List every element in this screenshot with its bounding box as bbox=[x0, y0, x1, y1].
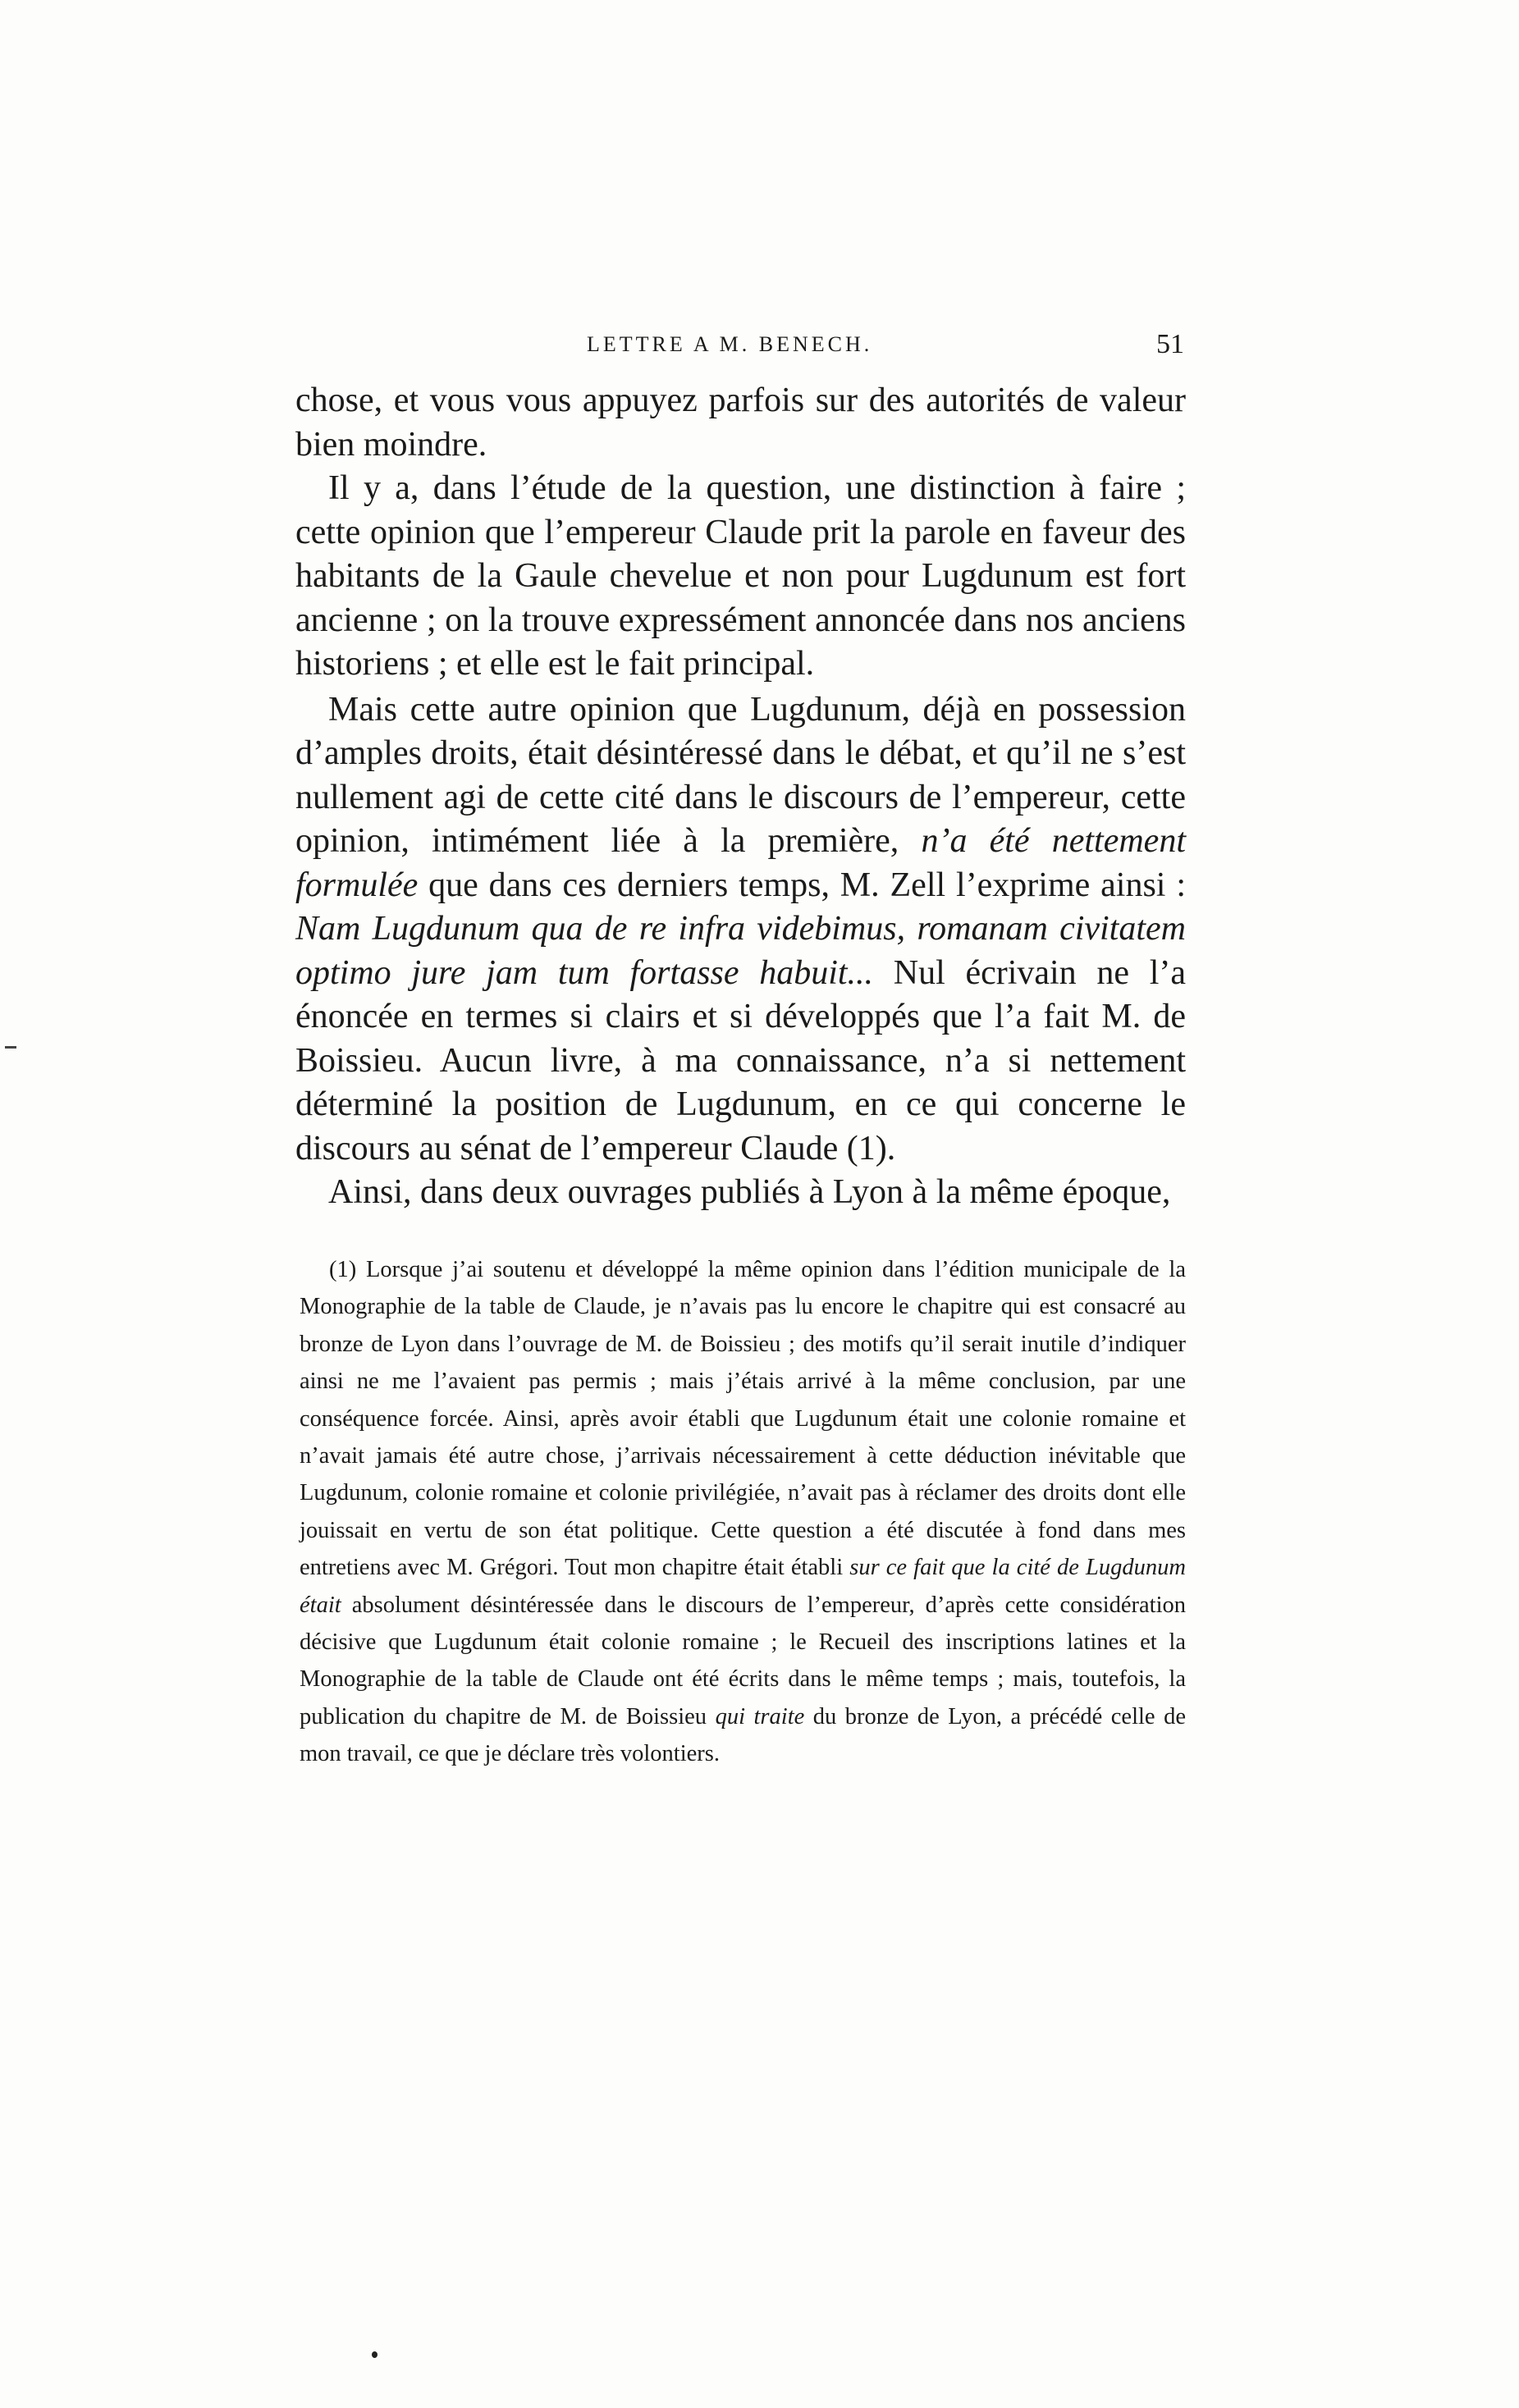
latin-quotation: Nam Lugdunum qua de re infra videbimus, romanam civitatem optimo jure jam tum fortasse habuit... bbox=[295, 910, 1186, 992]
italic-phrase: sur ce fait que la cité de Lugdunum était bbox=[300, 1555, 1186, 1618]
paragraph-continued: chose, et vous vous appuyez parfois sur des autorités de valeur bien moindre. bbox=[295, 382, 1186, 464]
paragraph-text: que dans ces derniers temps, M. Zell l’exprime ainsi : bbox=[418, 866, 1186, 904]
paragraph bbox=[295, 688, 1186, 1172]
ink-speck bbox=[372, 2351, 377, 2358]
footnote-segment: du bronze de Lyon, a précédé celle de mon travail, ce que je déclare très volontiers. bbox=[300, 1703, 1186, 1767]
page-number: 51 bbox=[1156, 329, 1184, 359]
margin-mark bbox=[5, 1046, 16, 1049]
footnote-segment: (1) Lorsque j’ai soutenu et développé la même opinion dans l’édition municipale de la Monographie de la table de Claude, je n’avais pas lu encore le chapitre qui est consacré au bronze de Lyon dans l’ouvrage de M. de Boissieu ; des motifs qu’il serait inutile d’indiquer ainsi ne me l’avaient pas permis ; mais j’étais arrivé à la même conclusion, par une conséquence forcée. Ainsi, après avoir établi que Lugdunum était une colonie romaine et n’avait jamais été autre chose, j’arrivais nécessairement à cette déduction inévitable que Lugdunum, colonie romaine et colonie privilégiée, n’avait pas à réclamer des droits dont elle jouissait en vertu de son état politique. Cette question a été discutée à fond dans mes entretiens avec M. Grégori. Tout mon chapitre était établi bbox=[300, 1257, 1186, 1581]
footnote-segment: absolument désintéressée dans le discours de l’empereur, d’après cette considération décisive que Lugdunum était colonie romaine ; le Recueil des inscriptions latines et la Monographie de la table de Claude ont été écrits dans le même temps ; mais, toutefois, la publication du chapitre de M. de Boissieu bbox=[300, 1592, 1186, 1729]
paragraph-text: Mais cette autre opinion que Lugdunum, déjà en possession d’amples droits, était désintéressé dans le débat, et qu’il ne s’est nullement agi de cette cité dans le discours de l’empereur, cette opinion, intimément liée à la première, bbox=[295, 690, 1186, 860]
page-header bbox=[295, 329, 1184, 373]
italic-phrase: qui traite bbox=[715, 1703, 805, 1729]
italic-phrase: n’a été nettement formulée bbox=[295, 822, 1186, 904]
paragraph: Ainsi, dans deux ouvrages publiés à Lyon à la même époque, bbox=[328, 1173, 1171, 1211]
paragraph: Il y a, dans l’étude de la question, une distinction à faire ; cette opinion que l’empereur Claude prit la parole en faveur des habitants de la Gaule chevelue et non pour Lugdunum est fort ancienne ; on la trouve expressément annoncée dans nos anciens historiens ; et elle est le fait principal. bbox=[295, 469, 1186, 683]
paragraph-text: Nul écrivain ne l’a énoncée en termes si clairs et si développés que l’a fait M. de Boissieu. Aucun livre, à ma connaissance, n’a si nettement déterminé la position de Lugdunum, en ce qui concerne le discours au sénat de l’empereur Claude (1). bbox=[295, 953, 1186, 1167]
footnote bbox=[300, 1251, 1186, 1773]
footnote-text bbox=[300, 1251, 1186, 1773]
main-text bbox=[295, 379, 1186, 1215]
running-title: LETTRE A M. BENECH. bbox=[587, 332, 873, 356]
